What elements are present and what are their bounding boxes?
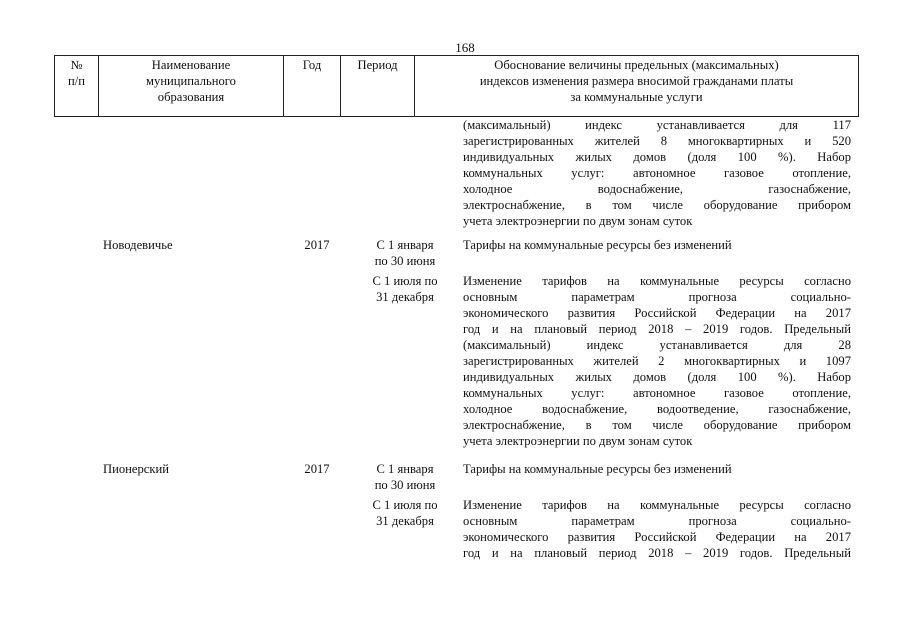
table-header <box>54 55 859 117</box>
column-header-municipality <box>99 56 284 117</box>
justification-line: электроснабжение, в том числе оборудование прибором <box>463 418 851 432</box>
justification-line: основным параметрам прогноза социально- <box>463 290 851 304</box>
tariff-no-change: Тарифы на коммунальные ресурсы без изменений <box>463 238 732 252</box>
justification-line: коммунальных услуг: автономное газовое отопление, <box>463 166 851 180</box>
column-header-year <box>284 56 341 117</box>
justification-line: холодное водоснабжение, водоотведение, газоснабжение, <box>463 402 851 416</box>
tariff-no-change: Тарифы на коммунальные ресурсы без изменений <box>463 462 732 476</box>
period-first-half: С 1 января по 30 июня <box>374 238 436 268</box>
justification-line: коммунальных услуг: автономное газовое отопление, <box>463 386 851 400</box>
year-value: 2017 <box>304 462 330 476</box>
justification-line: зарегистрированных жителей 8 многоквартирных и 520 <box>463 134 851 148</box>
column-header-number-label: № п/п <box>68 58 85 88</box>
period-second-half: С 1 июля по 31 декабря <box>372 274 438 304</box>
justification-line: Изменение тарифов на коммунальные ресурсы согласно <box>463 498 851 512</box>
column-header-justification-label: Обоснование величины предельных (максимальных) индексов изменения размера вносимой гражданами платы за коммунальные услуги <box>479 58 794 104</box>
justification-line: холодное водоснабжение, газоснабжение, <box>463 182 851 196</box>
justification-line: Изменение тарифов на коммунальные ресурсы согласно <box>463 274 851 288</box>
justification-line: основным параметрам прогноза социально- <box>463 514 851 528</box>
municipality-name: Пионерский <box>103 462 169 476</box>
justification-line: учета электроэнергии по двум зонам суток <box>463 214 693 228</box>
column-header-year-label: Год <box>302 58 322 72</box>
justification-line: (максимальный) индекс устанавливается для 117 <box>463 118 851 132</box>
justification-line: экономического развития Российской Федерации на 2017 <box>463 306 851 320</box>
justification-line: экономического развития Российской Федерации на 2017 <box>463 530 851 544</box>
justification-line: учета электроэнергии по двум зонам суток <box>463 434 693 448</box>
justification-line: индивидуальных жилых домов (доля 100 %). Набор <box>463 370 851 384</box>
justification-line: электроснабжение, в том числе оборудование прибором <box>463 198 851 212</box>
year-value: 2017 <box>304 238 330 252</box>
period-first-half: С 1 января по 30 июня <box>374 462 436 492</box>
municipality-name: Новодевичье <box>103 238 173 252</box>
justification-line: (максимальный) индекс устанавливается для 28 <box>463 338 851 352</box>
period-second-half: С 1 июля по 31 декабря <box>372 498 438 528</box>
justification-line: год и на плановый период 2018 – 2019 годов. Предельный <box>463 546 851 560</box>
column-header-period <box>341 56 415 117</box>
column-header-number <box>55 56 99 117</box>
justification-line: индивидуальных жилых домов (доля 100 %). Набор <box>463 150 851 164</box>
page-number: 168 <box>455 40 475 55</box>
column-header-municipality-label: Наименование муниципального образования <box>146 58 236 104</box>
justification-line: зарегистрированных жителей 2 многоквартирных и 1097 <box>463 354 851 368</box>
column-header-period-label: Период <box>357 58 398 72</box>
column-header-justification <box>415 56 859 117</box>
justification-line: год и на плановый период 2018 – 2019 годов. Предельный <box>463 322 851 336</box>
